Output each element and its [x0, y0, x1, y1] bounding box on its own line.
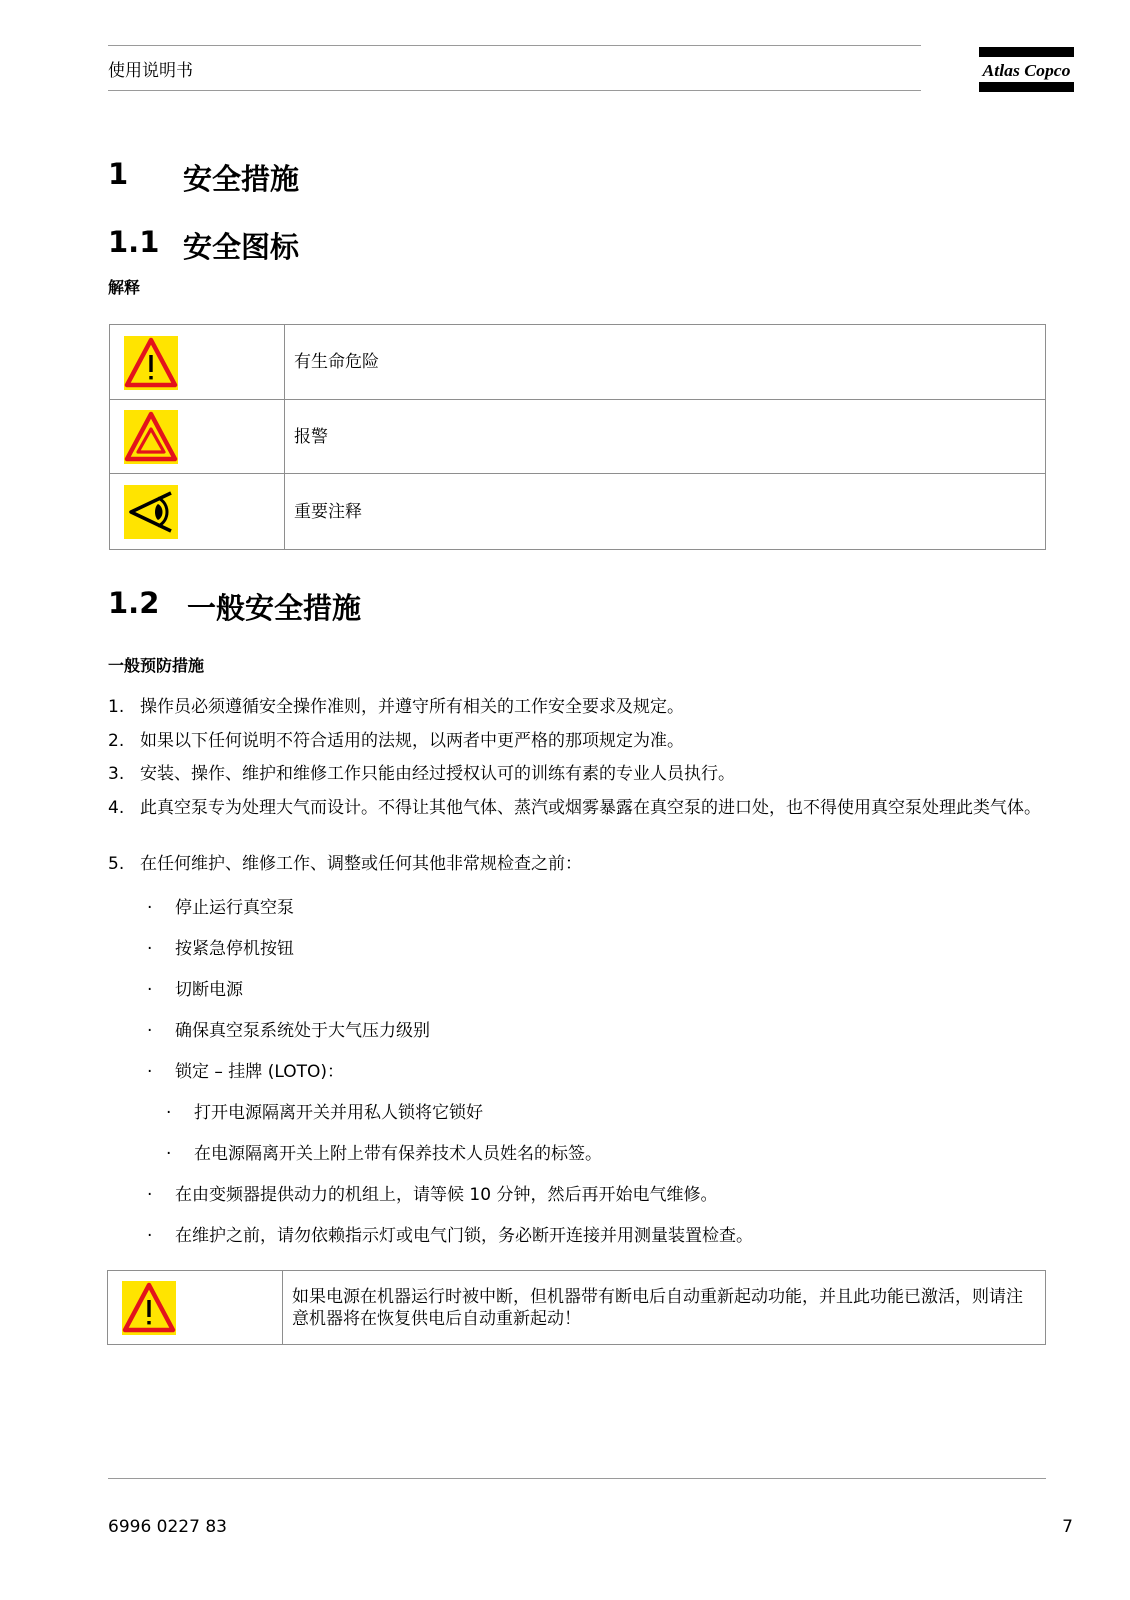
bullet-text: 确保真空泵系统处于大气压力级别: [175, 1021, 430, 1041]
symbols-table: [109, 324, 1046, 550]
danger-exclamation-icon: [122, 1281, 176, 1335]
symbol-description: 报警: [285, 400, 1046, 474]
list-item-text: 在任何维护、维修工作、调整或任何其他非常规检查之前：: [140, 854, 582, 874]
table-row: [108, 1271, 1046, 1345]
bullet-marker: ·: [147, 1226, 153, 1246]
bullet-marker: ·: [166, 1103, 172, 1123]
page-number: 7: [1062, 1517, 1073, 1537]
list-item-number: 3.: [108, 764, 125, 784]
notice-box: [107, 1270, 1046, 1345]
list-item-number: 5.: [108, 854, 125, 874]
section-1-2-subheading: 一般预防措施: [108, 656, 205, 675]
bullet-text: 打开电源隔离开关并用私人锁将它锁好: [194, 1103, 483, 1123]
atlas-copco-logo: [979, 47, 1074, 92]
bullet-marker: ·: [147, 980, 153, 1000]
symbol-description: 重要注释: [285, 474, 1046, 550]
important-note-eye-icon: [124, 485, 178, 539]
symbol-cell: [110, 325, 285, 400]
table-row: [110, 400, 1046, 474]
bullet-text: 在由变频器提供动力的机组上，请等候 10 分钟，然后再开始电气维修。: [175, 1185, 718, 1205]
bullet-marker: ·: [147, 898, 153, 918]
footer-rule: [108, 1478, 1046, 1479]
header-title: 使用说明书: [108, 61, 193, 81]
document-number: 6996 0227 83: [108, 1517, 227, 1537]
bullet-text: 按紧急停机按钮: [175, 939, 294, 959]
list-item-number: 4.: [108, 798, 125, 818]
bullet-marker: ·: [166, 1144, 172, 1164]
list-item-text: 如果以下任何说明不符合适用的法规，以两者中更严格的那项规定为准。: [140, 731, 684, 751]
bullet-text: 切断电源: [175, 980, 243, 1000]
table-row: [110, 325, 1046, 400]
list-item-number: 2.: [108, 731, 125, 751]
section-1-2-number: 1.2: [108, 586, 160, 620]
list-item-text: 此真空泵专为处理大气而设计。不得让其他气体、蒸汽或烟雾暴露在真空泵的进口处，也不得使用真空泵处理此类气体。: [140, 798, 1041, 818]
bullet-text: 在维护之前，请勿依赖指示灯或电气门锁，务必断开连接并用测量装置检查。: [175, 1226, 753, 1246]
bullet-marker: ·: [147, 1062, 153, 1082]
list-item-number: 1.: [108, 697, 125, 717]
section-1-1-subheading: 解释: [108, 278, 141, 297]
svg-text:Atlas Copco: Atlas Copco: [981, 61, 1071, 80]
list-item-text: 操作员必须遵循安全操作准则，并遵守所有相关的工作安全要求及规定。: [140, 697, 684, 717]
table-row: [110, 474, 1046, 550]
bullet-marker: ·: [147, 1185, 153, 1205]
symbol-cell: [110, 474, 285, 550]
danger-exclamation-icon: [124, 336, 178, 390]
section-1-1-title: 安全图标: [183, 230, 300, 264]
bullet-marker: ·: [147, 1021, 153, 1041]
header-bottom-rule: [108, 90, 921, 91]
list-item-text: 安装、操作、维护和维修工作只能由经过授权认可的训练有素的专业人员执行。: [140, 764, 735, 784]
symbol-description: 有生命危险: [285, 325, 1046, 400]
header-top-rule: [108, 45, 921, 46]
section-1-number: 1: [108, 157, 129, 191]
section-1-title: 安全措施: [183, 162, 300, 196]
section-1-1-number: 1.1: [108, 225, 160, 259]
bullet-text: 锁定 – 挂牌 (LOTO)：: [175, 1062, 344, 1082]
bullet-marker: ·: [147, 939, 153, 959]
section-1-2-title: 一般安全措施: [187, 591, 362, 625]
bullet-text: 在电源隔离开关上附上带有保养技术人员姓名的标签。: [194, 1144, 602, 1164]
warning-triangle-icon: [124, 410, 178, 464]
notice-icon-cell: [108, 1271, 283, 1345]
bullet-text: 停止运行真空泵: [175, 898, 294, 918]
notice-text: 如果电源在机器运行时被中断，但机器带有断电后自动重新起动功能，并且此功能已激活，则请注意机器将在恢复供电后自动重新起动！: [283, 1271, 1046, 1345]
symbol-cell: [110, 400, 285, 474]
